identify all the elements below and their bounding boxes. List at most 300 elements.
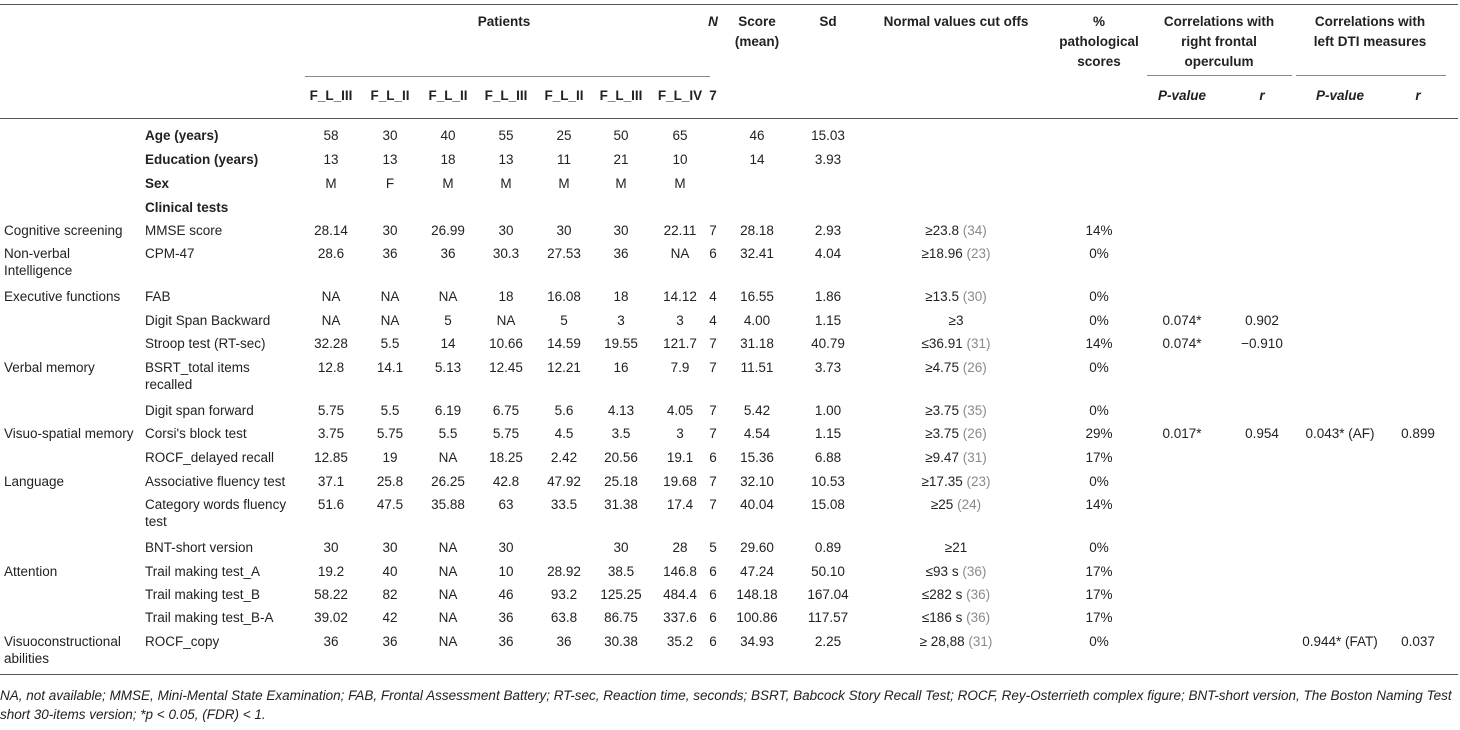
patient-value: 14 <box>440 336 456 351</box>
patient-value: 18 <box>613 289 629 304</box>
domain-label: Verbal memory <box>4 360 95 375</box>
patient-id: F_L_II <box>428 88 468 103</box>
pathological-pct: 14% <box>1085 336 1113 351</box>
header-score: (mean) <box>734 34 780 49</box>
patient-value: 58.22 <box>314 587 348 602</box>
patient-value: NA <box>438 450 458 465</box>
patient-value: NA <box>321 313 341 328</box>
table-rule <box>0 4 1458 5</box>
n-value: 4 <box>709 289 717 304</box>
patient-value: 14.12 <box>663 289 697 304</box>
patient-value: 47.92 <box>547 474 581 489</box>
patient-value: 5.75 <box>317 403 345 418</box>
patient-id: F_L_II <box>544 88 584 103</box>
test-name: Digit Span Backward <box>145 313 271 328</box>
score-mean: 5.42 <box>743 403 771 418</box>
n-value: 4 <box>709 313 717 328</box>
patient-value: 125.25 <box>600 587 642 602</box>
table-rule <box>1296 75 1446 76</box>
patient-value: 10 <box>498 564 514 579</box>
patient-value: 4.5 <box>554 426 574 441</box>
n-value: 7 <box>709 426 717 441</box>
cutoff-value: ≥21 <box>944 540 968 555</box>
table-rule <box>0 118 1458 119</box>
patient-value: 3 <box>676 313 684 328</box>
cutoff-value: ≥17.35 (23) <box>921 474 991 489</box>
patient-value: 82 <box>382 587 398 602</box>
patient-value: 18 <box>440 152 456 167</box>
patient-value: 19.55 <box>604 336 638 351</box>
header-corr-right: operculum <box>1184 54 1254 69</box>
header-corr-right: right frontal <box>1181 34 1257 49</box>
patient-value: NA <box>321 289 341 304</box>
patient-value: 10 <box>672 152 688 167</box>
pathological-pct: 0% <box>1089 313 1109 328</box>
patient-value: 42.8 <box>492 474 520 489</box>
patient-value: 30 <box>498 540 514 555</box>
left-r: 0.899 <box>1401 426 1435 441</box>
patient-value: 22.11 <box>663 223 697 238</box>
patient-value: 17.4 <box>666 497 694 512</box>
cutoff-value: ≥3 <box>948 313 964 328</box>
patient-value: 36 <box>382 246 398 261</box>
patient-value: 30 <box>382 540 398 555</box>
citation-ref: (26) <box>962 426 987 441</box>
patient-value: 146.8 <box>663 564 697 579</box>
score-mean: 32.41 <box>740 246 774 261</box>
patient-value: 13 <box>323 152 339 167</box>
cutoff-value: ≥3.75 (35) <box>925 403 987 418</box>
patient-value: 30.38 <box>604 634 638 649</box>
cutoff-value: ≤93 s (36) <box>925 564 987 579</box>
patient-value: 5.5 <box>438 426 458 441</box>
citation-ref: (24) <box>957 497 982 512</box>
patient-value: 37.1 <box>317 474 345 489</box>
score-mean: 14 <box>749 152 765 167</box>
patient-value: 36 <box>440 246 456 261</box>
sd-value: 15.08 <box>811 497 845 512</box>
sd-value: 1.15 <box>814 313 842 328</box>
patient-value: 30 <box>498 223 514 238</box>
patient-value: 30 <box>556 223 572 238</box>
header-patients: Patients <box>477 14 531 29</box>
domain-label: Intelligence <box>4 263 73 278</box>
patient-value: 26.99 <box>431 223 465 238</box>
patient-value: 26.25 <box>431 474 465 489</box>
score-mean: 11.51 <box>740 360 774 375</box>
patient-value: M <box>674 176 686 191</box>
patient-id: F_L_III <box>599 88 643 103</box>
domain-label: Attention <box>4 564 58 579</box>
cutoff-value: ≥3.75 (26) <box>925 426 987 441</box>
patient-value: F <box>385 176 395 191</box>
patient-value: 30.3 <box>492 246 520 261</box>
cutoff-value: ≥13.5 (30) <box>925 289 987 304</box>
patient-value: NA <box>496 313 516 328</box>
test-name: Digit span forward <box>145 403 254 418</box>
table-rule <box>305 76 710 77</box>
citation-ref: (35) <box>962 403 987 418</box>
citation-ref: (36) <box>962 564 987 579</box>
patient-value: 27.53 <box>547 246 581 261</box>
patient-value: 36 <box>613 246 629 261</box>
score-mean: 16.55 <box>740 289 774 304</box>
right-r: 0.902 <box>1245 313 1279 328</box>
header-pathological: % <box>1092 14 1105 29</box>
patient-value: 3 <box>617 313 625 328</box>
demographic-label: Age (years) <box>145 128 219 143</box>
demographic-label: Education (years) <box>145 152 259 167</box>
patient-value: 35.2 <box>666 634 694 649</box>
pathological-pct: 17% <box>1085 450 1113 465</box>
test-name: CPM-47 <box>145 246 195 261</box>
patient-value: NA <box>670 246 690 261</box>
domain-label: Language <box>4 474 65 489</box>
patient-value: M <box>442 176 454 191</box>
header-n-total: 7 <box>709 88 717 103</box>
patient-value: 5.75 <box>376 426 404 441</box>
patient-value: 55 <box>498 128 514 143</box>
pathological-pct: 17% <box>1085 564 1113 579</box>
header-n: N <box>708 14 718 29</box>
domain-label: abilities <box>4 651 50 666</box>
n-value: 6 <box>709 634 717 649</box>
sd-value: 1.15 <box>814 426 842 441</box>
domain-label: Non-verbal <box>4 246 71 261</box>
citation-ref: (26) <box>962 360 987 375</box>
patient-value: 30 <box>323 540 339 555</box>
score-mean: 100.86 <box>736 610 778 625</box>
patient-value: 30 <box>382 223 398 238</box>
pathological-pct: 17% <box>1085 610 1113 625</box>
test-name: MMSE score <box>145 223 223 238</box>
cutoff-value: ≤36.91 (31) <box>921 336 991 351</box>
patient-value: 337.6 <box>663 610 697 625</box>
patient-value: NA <box>438 587 458 602</box>
header-pvalue-left: P-value <box>1315 88 1365 103</box>
header-score: Score <box>738 14 776 29</box>
patient-value: 16.08 <box>547 289 581 304</box>
patient-value: 5 <box>560 313 568 328</box>
patient-value: 38.5 <box>607 564 635 579</box>
citation-ref: (36) <box>966 610 991 625</box>
citation-ref: (23) <box>966 474 991 489</box>
test-name: ROCF_copy <box>145 634 220 649</box>
domain-label: Visuo-spatial memory <box>4 426 134 441</box>
header-sd: Sd <box>819 14 837 29</box>
pathological-pct: 0% <box>1089 634 1109 649</box>
header-normal-values: Normal values cut offs <box>883 14 1029 29</box>
score-mean: 34.93 <box>740 634 774 649</box>
pathological-pct: 14% <box>1085 497 1113 512</box>
sd-value: 2.93 <box>814 223 842 238</box>
patient-value: 36 <box>556 634 572 649</box>
test-name: recalled <box>145 377 193 392</box>
test-name: ROCF_delayed recall <box>145 450 275 465</box>
patient-value: 18.25 <box>489 450 523 465</box>
patient-value: 11 <box>556 152 571 167</box>
sd-value: 117.57 <box>807 610 849 625</box>
patient-value: 50 <box>613 128 629 143</box>
pathological-pct: 0% <box>1089 474 1109 489</box>
patient-value: 12.8 <box>317 360 345 375</box>
patient-value: M <box>325 176 337 191</box>
pathological-pct: 0% <box>1089 403 1109 418</box>
n-value: 7 <box>709 360 717 375</box>
right-pvalue: 0.017* <box>1162 426 1202 441</box>
sd-value: 4.04 <box>814 246 842 261</box>
patient-value: 12.21 <box>547 360 581 375</box>
n-value: 6 <box>709 246 717 261</box>
patient-value: 39.02 <box>314 610 348 625</box>
patient-value: 5.6 <box>554 403 574 418</box>
table-rule <box>0 674 1458 675</box>
patient-value: 5 <box>444 313 452 328</box>
sd-value: 1.00 <box>814 403 842 418</box>
patient-value: 3.5 <box>611 426 631 441</box>
citation-ref: (31) <box>966 336 991 351</box>
sd-value: 10.53 <box>811 474 845 489</box>
pathological-pct: 0% <box>1089 246 1109 261</box>
left-r: 0.037 <box>1401 634 1435 649</box>
domain-label: Executive functions <box>4 289 121 304</box>
patient-value: 19 <box>382 450 398 465</box>
n-value: 7 <box>709 403 717 418</box>
patient-value: 3 <box>676 426 684 441</box>
pathological-pct: 0% <box>1089 360 1109 375</box>
patient-value: 4.05 <box>666 403 694 418</box>
cutoff-value: ≤186 s (36) <box>921 610 991 625</box>
citation-ref: (31) <box>968 634 993 649</box>
citation-ref: (23) <box>966 246 991 261</box>
right-r: 0.954 <box>1245 426 1279 441</box>
score-mean: 15.36 <box>740 450 774 465</box>
patient-value: 93.2 <box>550 587 578 602</box>
citation-ref: (34) <box>962 223 987 238</box>
n-value: 6 <box>709 564 717 579</box>
test-name: Trail making test_B <box>145 587 261 602</box>
patient-value: 28.6 <box>317 246 345 261</box>
n-value: 6 <box>709 610 717 625</box>
patient-value: 2.42 <box>550 450 578 465</box>
demographic-label: Clinical tests <box>145 200 229 215</box>
score-mean: 4.00 <box>743 313 771 328</box>
patient-value: M <box>615 176 627 191</box>
patient-value: 6.75 <box>492 403 520 418</box>
patient-value: NA <box>380 289 400 304</box>
patient-value: 5.13 <box>434 360 462 375</box>
score-mean: 28.18 <box>740 223 774 238</box>
patient-value: 47.5 <box>376 497 404 512</box>
patient-value: 40 <box>382 564 398 579</box>
patient-value: NA <box>438 564 458 579</box>
patient-value: 13 <box>382 152 398 167</box>
sd-value: 3.93 <box>814 152 842 167</box>
left-pvalue: 0.043* (AF) <box>1305 426 1375 441</box>
test-name: Associative fluency test <box>145 474 286 489</box>
patient-value: 30 <box>613 223 629 238</box>
sd-value: 0.89 <box>814 540 842 555</box>
sd-value: 1.86 <box>814 289 842 304</box>
patient-value: 28 <box>672 540 688 555</box>
patient-value: 25.8 <box>376 474 404 489</box>
patient-value: 4.13 <box>607 403 635 418</box>
pathological-pct: 0% <box>1089 289 1109 304</box>
n-value: 7 <box>709 223 717 238</box>
patient-value: 16 <box>613 360 629 375</box>
score-mean: 46 <box>749 128 765 143</box>
header-pvalue-right: P-value <box>1157 88 1207 103</box>
score-mean: 32.10 <box>740 474 774 489</box>
patient-value: 6.19 <box>434 403 462 418</box>
score-mean: 47.24 <box>740 564 774 579</box>
patient-value: 14.59 <box>547 336 581 351</box>
domain-label: Cognitive screening <box>4 223 123 238</box>
patient-value: NA <box>438 610 458 625</box>
cutoff-value: ≥ 28,88 (31) <box>919 634 993 649</box>
patient-value: 18 <box>498 289 514 304</box>
pathological-pct: 0% <box>1089 540 1109 555</box>
patient-value: 19.2 <box>317 564 345 579</box>
cutoff-value: ≥4.75 (26) <box>925 360 987 375</box>
domain-label: Visuoconstructional <box>4 634 121 649</box>
score-mean: 148.18 <box>736 587 778 602</box>
patient-value: 42 <box>382 610 398 625</box>
patient-value: NA <box>438 634 458 649</box>
patient-value: NA <box>438 289 458 304</box>
patient-value: 10.66 <box>489 336 523 351</box>
sd-value: 167.04 <box>807 587 849 602</box>
pathological-pct: 14% <box>1085 223 1113 238</box>
patient-value: 33.5 <box>550 497 578 512</box>
pathological-pct: 17% <box>1085 587 1113 602</box>
citation-ref: (31) <box>962 450 987 465</box>
patient-value: 14.1 <box>376 360 404 375</box>
patient-value: 5.75 <box>492 426 520 441</box>
patient-id: F_L_II <box>370 88 410 103</box>
patient-value: 35.88 <box>431 497 465 512</box>
patient-value: 25 <box>556 128 572 143</box>
patient-value: 25.18 <box>604 474 638 489</box>
patient-value: 46 <box>498 587 514 602</box>
n-value: 6 <box>709 450 717 465</box>
patient-value: 12.45 <box>489 360 523 375</box>
cutoff-value: ≤282 s (36) <box>921 587 991 602</box>
pathological-pct: 29% <box>1085 426 1113 441</box>
sd-value: 6.88 <box>814 450 842 465</box>
sd-value: 50.10 <box>811 564 845 579</box>
n-value: 5 <box>709 540 717 555</box>
cutoff-value: ≥23.8 (34) <box>925 223 987 238</box>
patient-value: 36 <box>498 634 514 649</box>
patient-id: F_L_III <box>484 88 528 103</box>
patient-value: 7.9 <box>670 360 690 375</box>
patient-value: 20.56 <box>604 450 638 465</box>
table-footnote: NA, not available; MMSE, Mini-Mental State Examination; FAB, Frontal Assessment Battery; RT-sec, Reaction time, seconds; BSRT, Babcock Story Recall Test; ROCF, Rey-Osterrieth complex figure; BNT-short version, The Boston Naming Test short 30-items version; *p < 0.05, (FDR) < 1. <box>0 688 1452 722</box>
citation-ref: (30) <box>962 289 987 304</box>
n-value: 6 <box>709 587 717 602</box>
score-mean: 4.54 <box>743 426 771 441</box>
header-corr-left: left DTI measures <box>1313 34 1427 49</box>
patient-value: 3.75 <box>317 426 345 441</box>
citation-ref: (36) <box>966 587 991 602</box>
patient-value: 63.8 <box>550 610 578 625</box>
sd-value: 15.03 <box>811 128 845 143</box>
patient-value: M <box>558 176 570 191</box>
patient-value: 32.28 <box>314 336 348 351</box>
sd-value: 3.73 <box>814 360 842 375</box>
sd-value: 40.79 <box>811 336 845 351</box>
patient-value: NA <box>380 313 400 328</box>
cutoff-value: ≥18.96 (23) <box>921 246 991 261</box>
header-r-left: r <box>1415 88 1421 103</box>
right-pvalue: 0.074* <box>1162 313 1202 328</box>
patient-value: NA <box>438 540 458 555</box>
patient-value: M <box>500 176 512 191</box>
test-name: Corsi's block test <box>145 426 247 441</box>
score-mean: 31.18 <box>740 336 774 351</box>
patient-value: 19.68 <box>663 474 697 489</box>
n-value: 7 <box>709 336 717 351</box>
right-pvalue: 0.074* <box>1162 336 1202 351</box>
sd-value: 2.25 <box>814 634 842 649</box>
patient-value: 28.14 <box>314 223 348 238</box>
patient-value: 13 <box>498 152 514 167</box>
score-mean: 29.60 <box>740 540 774 555</box>
patient-value: 484.4 <box>663 587 697 602</box>
test-name: Trail making test_B-A <box>145 610 274 625</box>
patient-value: 36 <box>498 610 514 625</box>
patient-id: F_L_III <box>309 88 353 103</box>
left-pvalue: 0.944* (FAT) <box>1302 634 1378 649</box>
patient-value: 36 <box>323 634 339 649</box>
patient-value: 28.92 <box>547 564 581 579</box>
test-name: BNT-short version <box>145 540 254 555</box>
right-r: −0.910 <box>1241 336 1283 351</box>
test-name: Stroop test (RT-sec) <box>145 336 266 351</box>
patient-value: 5.5 <box>380 336 400 351</box>
test-name: Trail making test_A <box>145 564 261 579</box>
header-corr-left: Correlations with <box>1314 14 1426 29</box>
patient-value: 58 <box>323 128 339 143</box>
patient-value: 19.1 <box>666 450 694 465</box>
cutoff-value: ≥25 (24) <box>930 497 982 512</box>
header-corr-right: Correlations with <box>1163 14 1275 29</box>
demographic-label: Sex <box>145 176 170 191</box>
n-value: 7 <box>709 497 717 512</box>
patient-value: 30 <box>613 540 629 555</box>
patient-value: 121.7 <box>663 336 697 351</box>
test-name: Category words fluency <box>145 497 287 512</box>
table-rule <box>1147 75 1292 76</box>
test-name: FAB <box>145 289 171 304</box>
patient-value: 40 <box>440 128 456 143</box>
patient-value: 36 <box>382 634 398 649</box>
patient-value: 21 <box>613 152 629 167</box>
patient-value: 31.38 <box>604 497 638 512</box>
score-mean: 40.04 <box>740 497 774 512</box>
header-pathological: scores <box>1077 54 1121 69</box>
header-r-right: r <box>1259 88 1265 103</box>
cutoff-value: ≥9.47 (31) <box>925 450 987 465</box>
patient-value: 51.6 <box>317 497 345 512</box>
patient-value: 5.5 <box>380 403 400 418</box>
patient-value: 86.75 <box>604 610 638 625</box>
patient-id: F_L_IV <box>657 88 703 103</box>
patient-value: 63 <box>498 497 514 512</box>
header-pathological: pathological <box>1059 34 1139 49</box>
patient-value: 12.85 <box>314 450 348 465</box>
